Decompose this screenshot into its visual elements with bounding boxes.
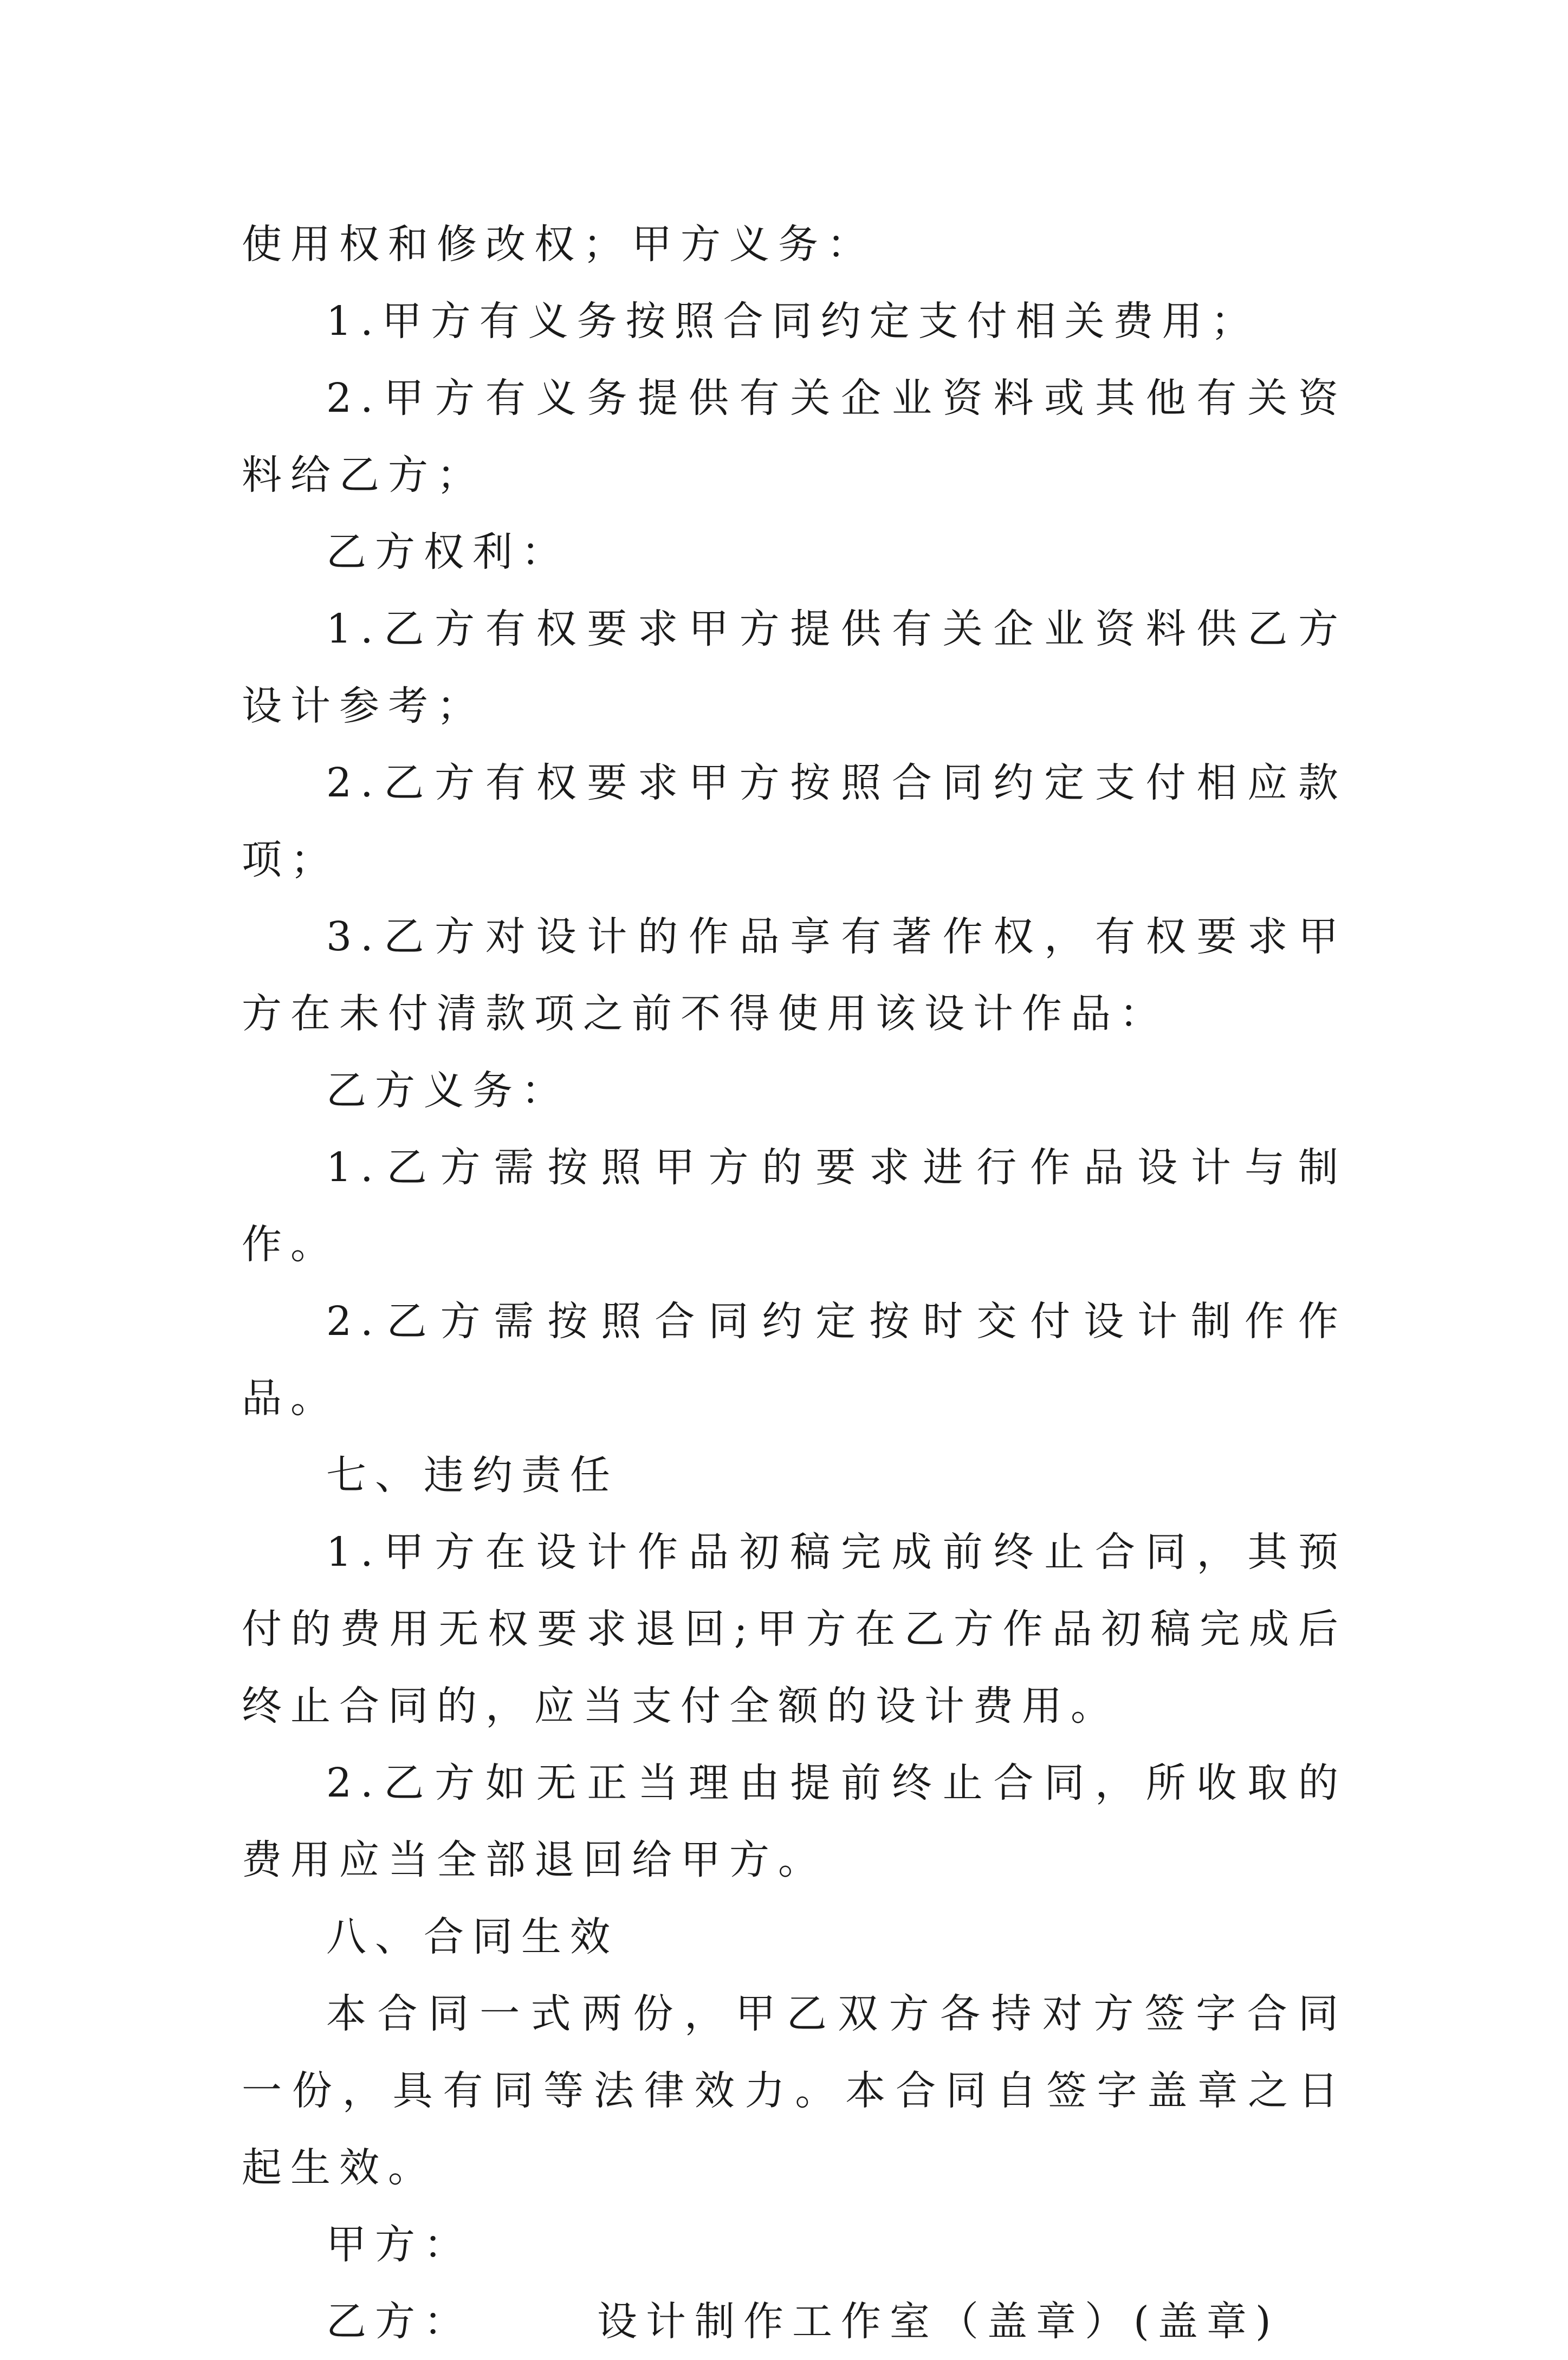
party-a-label: 甲方： xyxy=(326,2221,472,2268)
paragraph-party-b-right-3: 3.乙方对设计的作品享有著作权，有权要求甲方在未付清款项之前不得使用该设计作品： xyxy=(242,913,1347,1037)
paragraph-party-b-right-2: 2.乙方有权要求甲方按照合同约定支付相应款项； xyxy=(242,760,1347,883)
paragraph-party-b-right-1: 1.乙方有权要求甲方提供有关企业资料供乙方设计参考； xyxy=(242,606,1347,729)
paragraph-party-b-duty-2: 2.乙方需按照合同约定按时交付设计制作作品。 xyxy=(242,1298,1347,1422)
heading-party-b-duties: 乙方义务： xyxy=(326,1067,570,1114)
signature-party-b xyxy=(242,2283,1347,2360)
party-b-studio-seal: 设计制作工作室（盖章）(盖章) xyxy=(597,2298,1280,2345)
paragraph-contract-effect: 本合同一式两份，甲乙双方各持对方签字合同一份，具有同等法律效力。本合同自签字盖章之日起生效。 xyxy=(242,1991,1347,2191)
paragraph-party-b-duty-1: 1.乙方需按照甲方的要求进行作品设计与制作。 xyxy=(242,1144,1347,1268)
paragraph-party-a-duty-1: 1.甲方有义务按照合同约定支付相关费用； xyxy=(326,298,1260,345)
contract-body xyxy=(242,206,1347,2360)
paragraph-rights-continued: 使用权和修改权；甲方义务： xyxy=(242,221,876,268)
paragraph-party-a-duty-2: 2.甲方有义务提供有关企业资料或其他有关资料给乙方； xyxy=(242,375,1347,498)
heading-breach-liability: 七、违约责任 xyxy=(326,1452,619,1499)
heading-contract-effect: 八、合同生效 xyxy=(326,1914,619,1960)
paragraph-breach-1: 1.甲方在设计作品初稿完成前终止合同，其预付的费用无权要求退回;甲方在乙方作品初稿完成后终止合同的，应当支付全额的设计费用。 xyxy=(242,1529,1347,1729)
signature-party-a xyxy=(242,2206,1347,2283)
paragraph-breach-2: 2.乙方如无正当理由提前终止合同，所收取的费用应当全部退回给甲方。 xyxy=(242,1760,1347,1883)
heading-party-b-rights: 乙方权利： xyxy=(326,529,570,575)
party-b-label: 乙方： xyxy=(326,2298,472,2345)
